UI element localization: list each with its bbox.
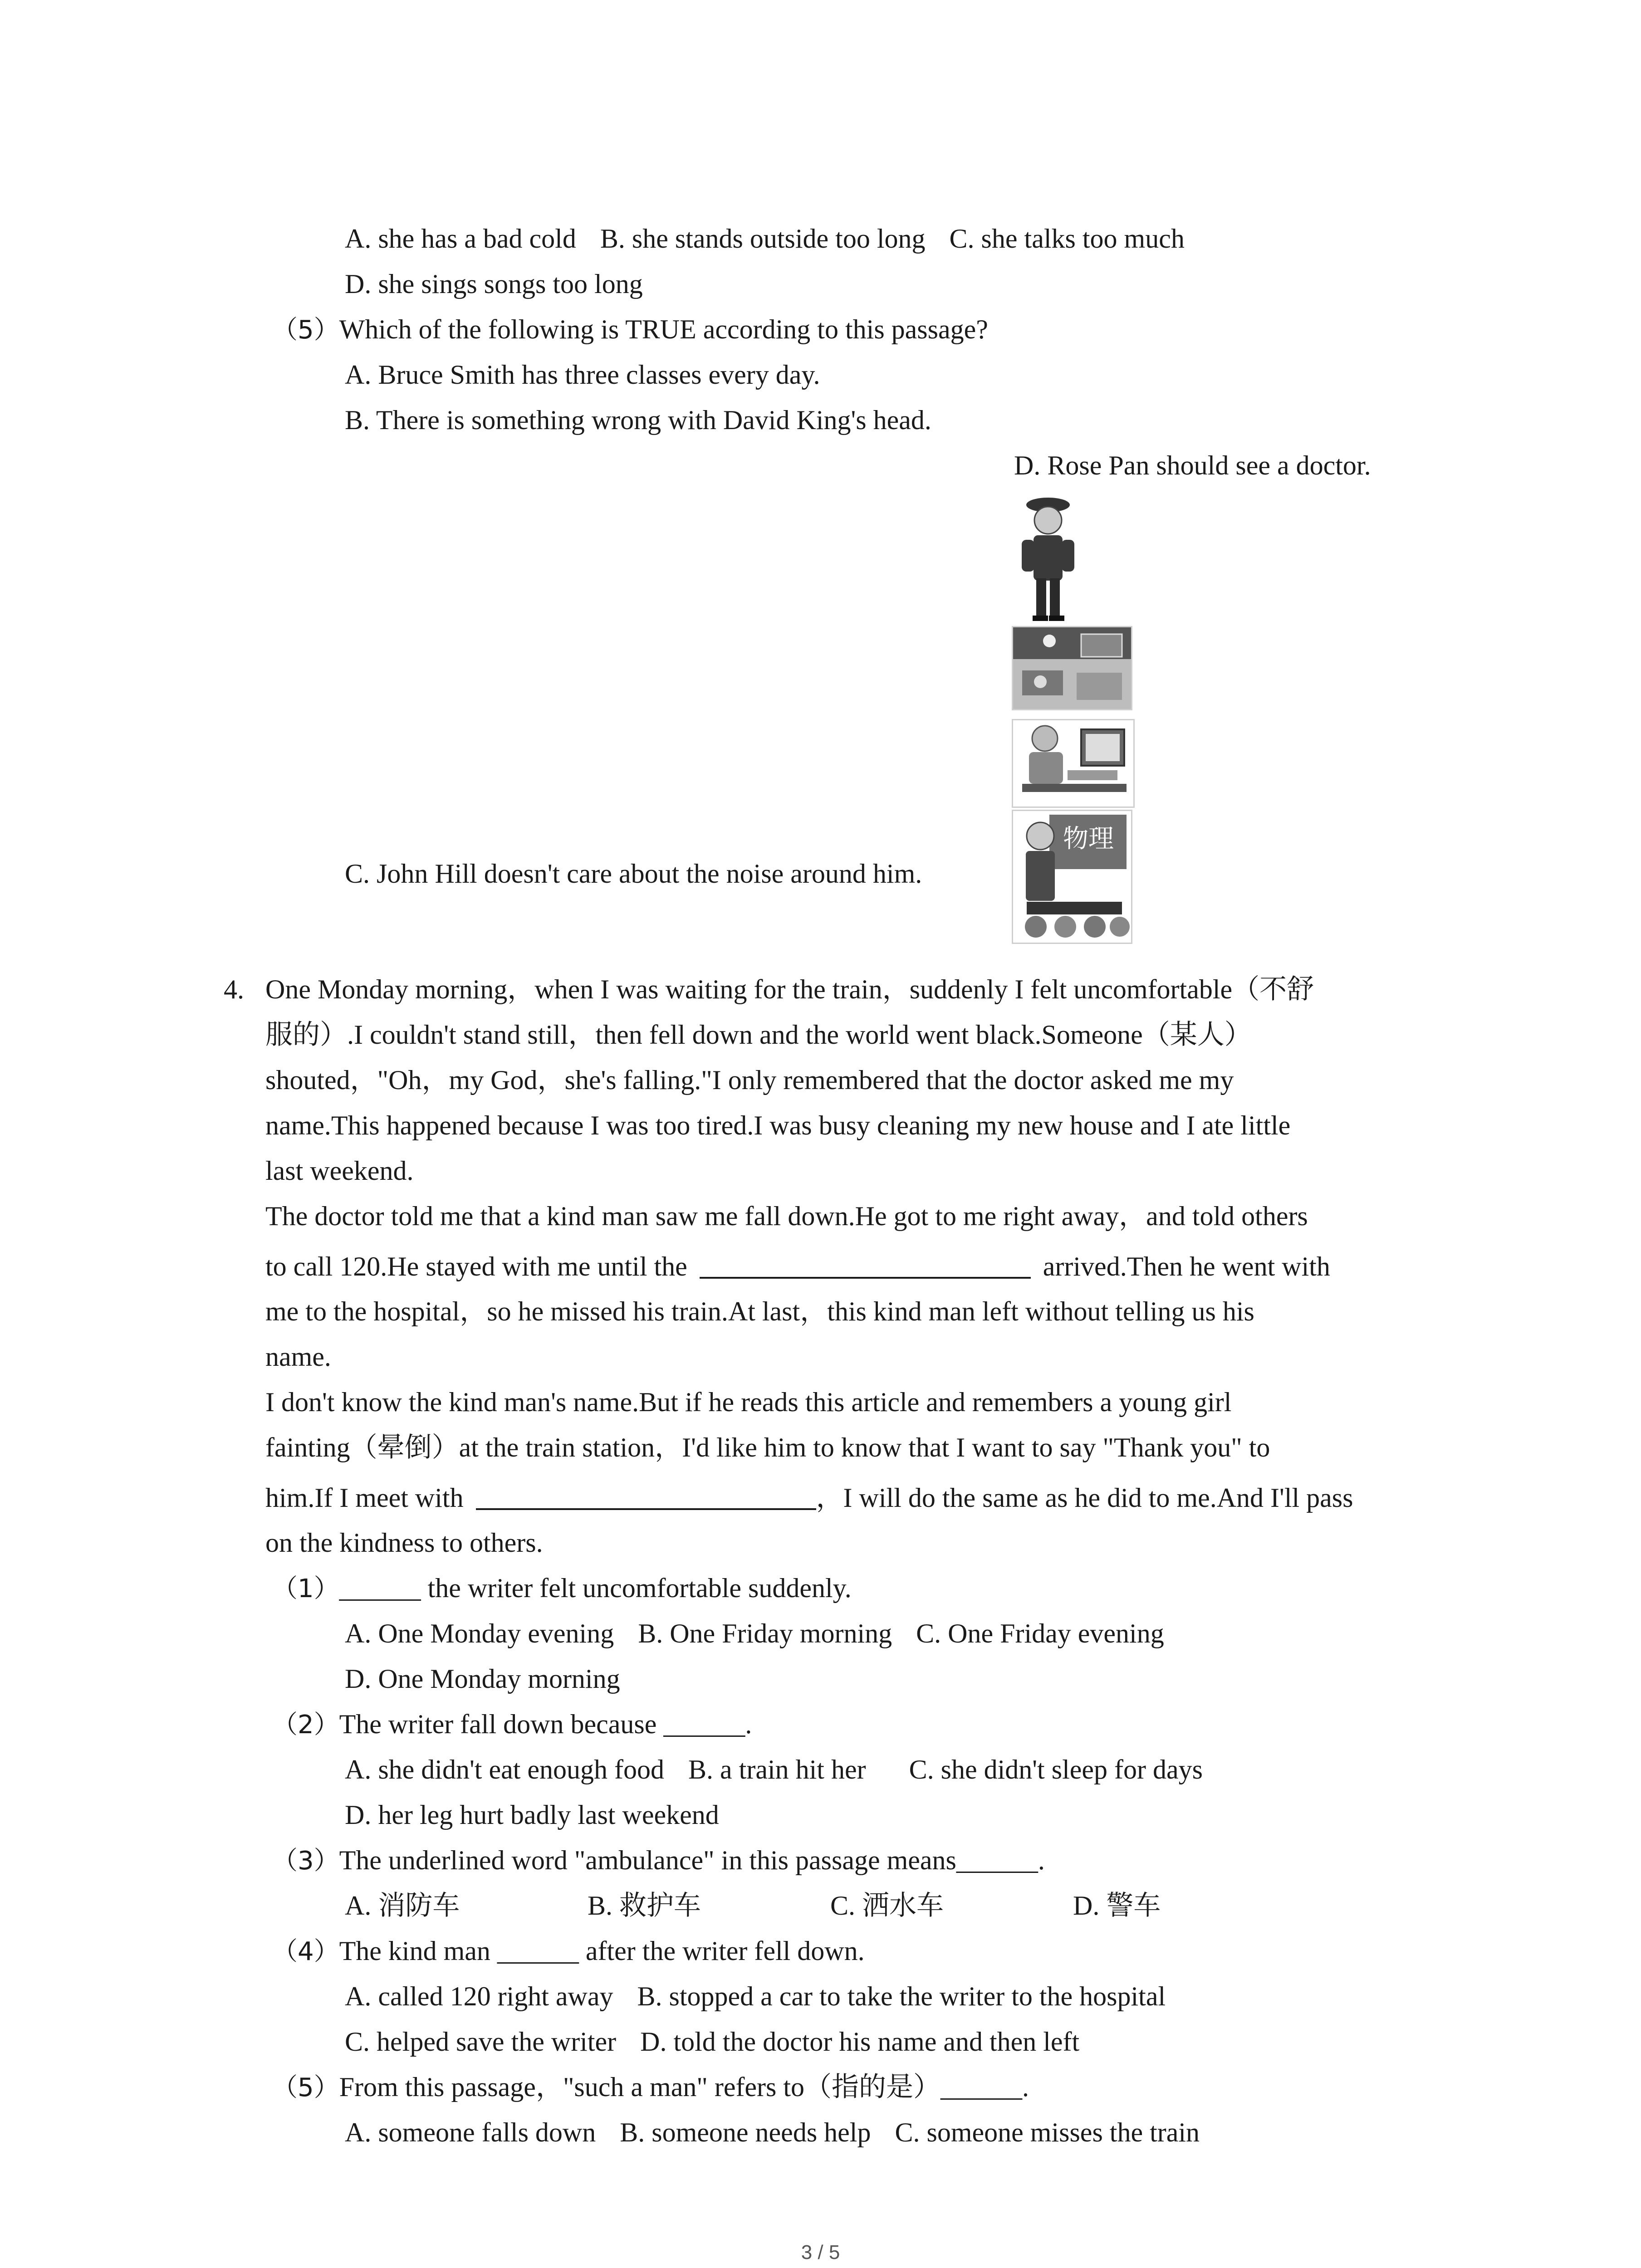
question-stem: The kind man ______ after the writer fell down. <box>339 1936 865 1966</box>
passage-line: One Monday morning，when I was waiting for the train，suddenly I felt uncomfortable（不舒 <box>265 974 1314 1004</box>
options-row <box>345 2025 1079 2058</box>
passage-line: The doctor told me that a kind man saw me fall down.He got to me right away，and told others <box>265 1201 1308 1231</box>
question-number: （1） <box>272 1574 339 1603</box>
option-b: B. 救护车 <box>588 1891 701 1921</box>
passage-line: last weekend. <box>265 1156 414 1186</box>
options-row <box>345 1617 1164 1650</box>
option-a: A. called 120 right away <box>345 1981 613 2011</box>
option-b: B. There is something wrong with David King's head. <box>345 405 931 435</box>
option-c: C. 洒水车 <box>830 1891 944 1921</box>
option-d: D. One Monday morning <box>345 1664 620 1694</box>
option-b: B. stopped a car to take the writer to the hospital <box>637 1981 1166 2011</box>
option-b: B. she stands outside too long <box>600 224 926 254</box>
option-c: C. she didn't sleep for days <box>909 1755 1203 1784</box>
option-c: C. she talks too much <box>949 224 1185 254</box>
fill-in-blank[interactable] <box>476 1481 816 1510</box>
passage-line: 服的）.I couldn't stand still，then fell down and the world went black.Someone（某人） <box>265 1020 1252 1050</box>
options-row <box>345 1980 1166 2013</box>
option-c: C. someone misses the train <box>895 2117 1200 2147</box>
option-a: A. she didn't eat enough food <box>345 1755 665 1784</box>
question-2-row <box>272 1708 752 1740</box>
night-room-picture <box>1012 626 1132 710</box>
option-c: C. One Friday evening <box>916 1618 1164 1648</box>
question-5-row <box>272 2071 1029 2103</box>
option-d: D. 警车 <box>1073 1891 1161 1921</box>
question-1-row <box>272 1572 852 1604</box>
passage-line: name. <box>265 1342 331 1372</box>
passage-text: him.If I meet with <box>265 1482 464 1513</box>
teacher-classroom-picture <box>1012 810 1132 944</box>
passage-line: me to the hospital，so he missed his train.At last，this kind man left without telling us his <box>265 1296 1254 1326</box>
blackboard-label: 物理 <box>1063 824 1114 854</box>
question-3-row <box>272 1844 1045 1877</box>
question-4-row <box>272 1935 865 1967</box>
option-a: A. 消防车 <box>345 1891 460 1921</box>
option-b: B. a train hit her <box>688 1755 866 1784</box>
passage-line-with-blank <box>265 1250 1330 1283</box>
option-c: C. John Hill doesn't care about the noise around him. <box>345 859 922 889</box>
question-stem: The underlined word "ambulance" in this passage means______. <box>339 1845 1045 1875</box>
passage-text: arrived.Then he went with <box>1043 1251 1330 1281</box>
option-d: D. she sings songs too long <box>345 269 643 299</box>
passage-text: to call 120.He stayed with me until the <box>265 1251 687 1281</box>
question-number: （3） <box>272 1846 339 1876</box>
option-b: B. someone needs help <box>620 2117 871 2147</box>
computer-picture <box>1012 719 1135 808</box>
prev-q4-options-row <box>345 222 1185 255</box>
question-number: （5） <box>272 2073 339 2102</box>
option-a: A. Bruce Smith has three classes every day. <box>345 360 820 390</box>
question-stem: From this passage，"such a man" refers to（指的是）______. <box>339 2072 1029 2102</box>
passage-line: on the kindness to others. <box>265 1528 543 1558</box>
options-row <box>345 2116 1200 2149</box>
option-d: D. told the doctor his name and then left <box>640 2027 1080 2057</box>
question-stem: ______ the writer felt uncomfortable suddenly. <box>339 1573 852 1603</box>
question-stem: Which of the following is TRUE according to this passage? <box>339 314 988 344</box>
passage-line: shouted，"Oh，my God，she's falling."I only remembered that the doctor asked me my <box>265 1065 1234 1095</box>
question-stem: The writer fall down because ______. <box>339 1709 752 1739</box>
question-number: （2） <box>272 1710 339 1740</box>
passage-line: fainting（晕倒）at the train station，I'd like him to know that I want to say "Thank you" to <box>265 1432 1270 1462</box>
passage-line: I don't know the kind man's name.But if he reads this article and remembers a young girl <box>265 1387 1232 1417</box>
passage-text: ，I will do the same as he did to me.And I'll pass <box>816 1482 1353 1513</box>
option-a: A. she has a bad cold <box>345 224 576 254</box>
option-c: C. helped save the writer <box>345 2027 617 2057</box>
options-row <box>345 1753 1203 1786</box>
question-number: （5） <box>272 315 339 345</box>
option-b: B. One Friday morning <box>638 1618 892 1648</box>
question-number: （4） <box>272 1937 339 1966</box>
option-a: A. someone falls down <box>345 2117 596 2147</box>
option-a: A. One Monday evening <box>345 1618 614 1648</box>
passage-line-with-blank <box>265 1481 1353 1514</box>
question-5-row <box>272 313 988 346</box>
option-d: D. her leg hurt badly last weekend <box>345 1800 719 1830</box>
passage-line: name.This happened because I was too tired.I was busy cleaning my new house and I ate little <box>265 1110 1291 1140</box>
policeman-picture <box>1012 492 1084 624</box>
page-number: 3 / 5 <box>801 2241 840 2263</box>
option-d: D. Rose Pan should see a doctor. <box>1014 450 1371 480</box>
fill-in-blank[interactable] <box>700 1250 1031 1279</box>
question-number: 4. <box>224 974 244 1004</box>
